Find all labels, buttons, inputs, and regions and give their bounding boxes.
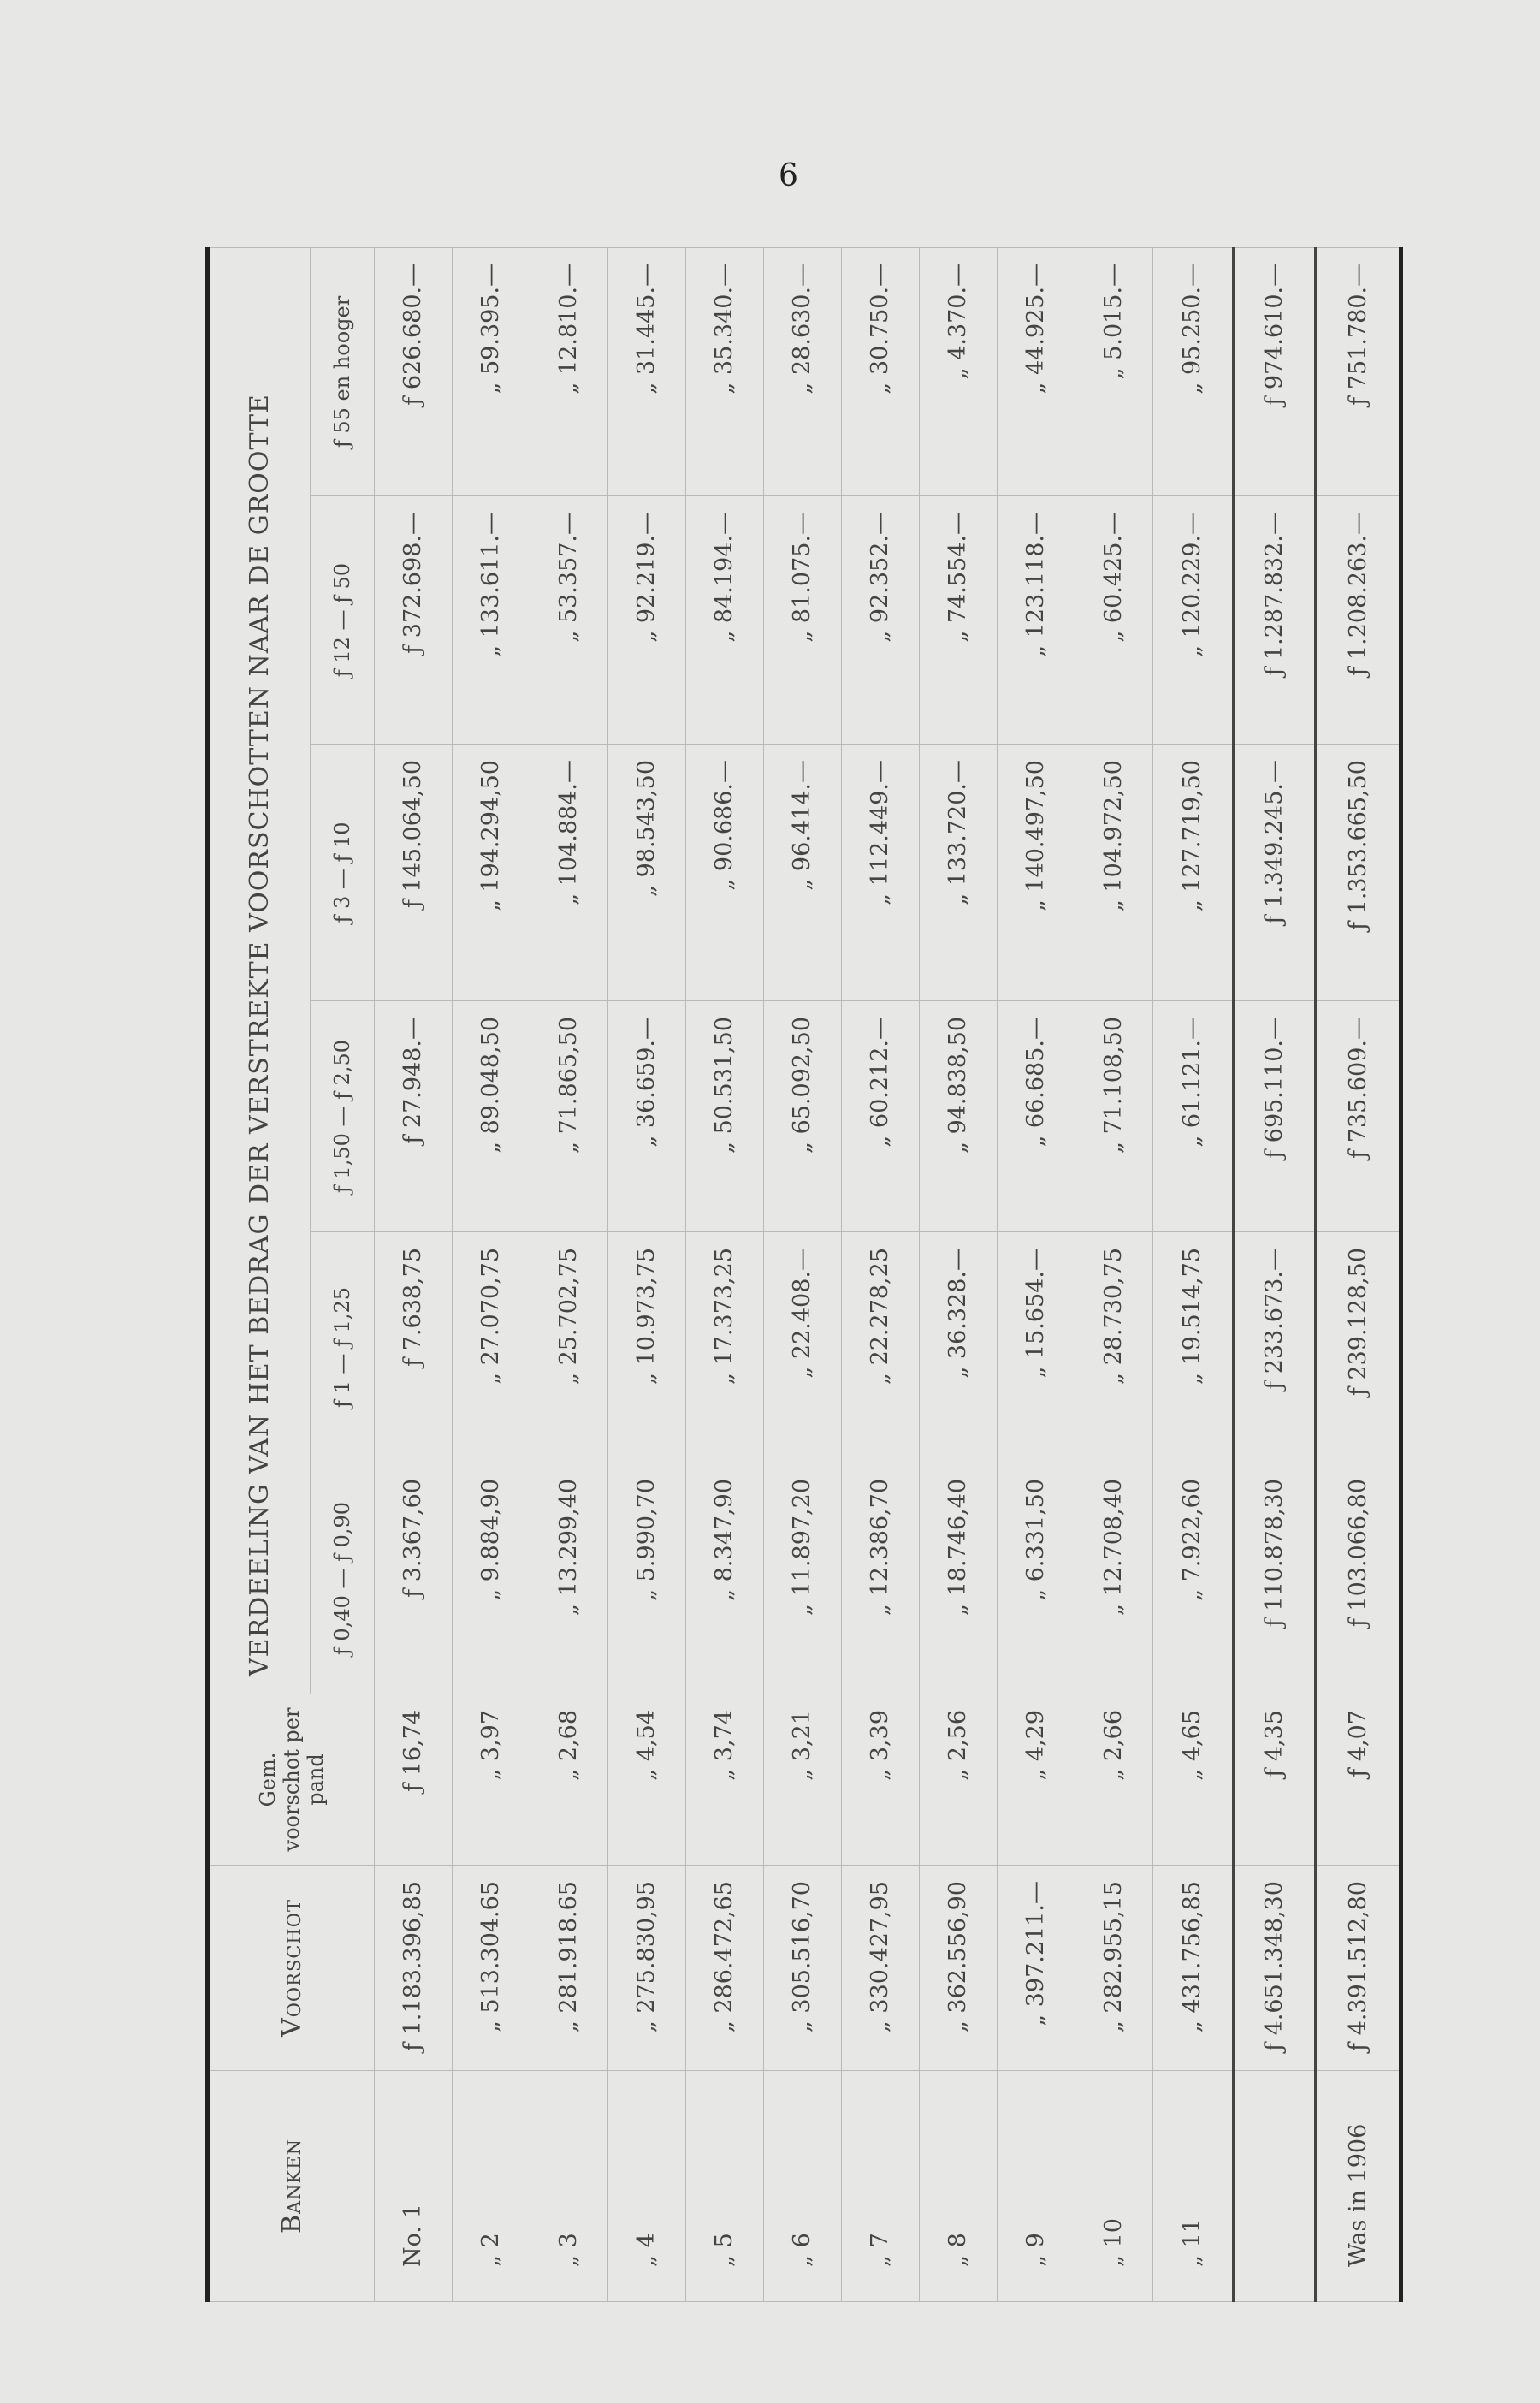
table-row xyxy=(375,247,453,2301)
voorschot-cell: ƒ 4.651.348,30 xyxy=(1233,1866,1316,2071)
range-4-cell: ƒ 145.064,50 xyxy=(375,745,453,1001)
page-number: 6 xyxy=(779,158,798,193)
range-4-cell: „ 104.972,50 xyxy=(1075,745,1152,1001)
range-6-cell: „ 4.370.— xyxy=(919,247,997,495)
range-1-cell: ƒ 110.878,30 xyxy=(1233,1463,1316,1694)
range-6-cell: „ 28.630.— xyxy=(763,247,841,495)
bank-cell: „ 2 xyxy=(452,2071,530,2302)
range-5-cell: ƒ 372.698.— xyxy=(375,496,453,745)
gem-cell: ƒ 4,07 xyxy=(1316,1694,1401,1866)
range-1-cell: „ 7.922,60 xyxy=(1152,1463,1233,1694)
header-range-2: ƒ 1 — ƒ 1,25 xyxy=(311,1232,375,1463)
bank-cell: „ 7 xyxy=(841,2071,919,2302)
header-range-1: ƒ 0,40 — ƒ 0,90 xyxy=(311,1463,375,1694)
range-2-cell: „ 15.654.— xyxy=(997,1232,1075,1463)
range-4-cell: „ 98.543,50 xyxy=(607,745,685,1001)
range-1-cell: „ 18.746,40 xyxy=(919,1463,997,1694)
voorschot-cell: „ 275.830,95 xyxy=(607,1866,685,2071)
table-row xyxy=(452,247,530,2301)
gem-cell: „ 4,65 xyxy=(1152,1694,1233,1866)
range-6-cell: „ 95.250.— xyxy=(1152,247,1233,495)
range-5-cell: „ 81.075.— xyxy=(763,496,841,745)
header-range-3: ƒ 1,50 — ƒ 2,50 xyxy=(311,1001,375,1232)
range-4-cell: ƒ 1.353.665,50 xyxy=(1316,745,1401,1001)
gem-cell: ƒ 16,74 xyxy=(375,1694,453,1866)
range-2-cell: „ 22.278,25 xyxy=(841,1232,919,1463)
range-5-cell: „ 92.219.— xyxy=(607,496,685,745)
range-4-cell: „ 140.497,50 xyxy=(997,745,1075,1001)
range-2-cell: „ 28.730,75 xyxy=(1075,1232,1152,1463)
gem-cell: „ 2,66 xyxy=(1075,1694,1152,1866)
bank-cell: „ 9 xyxy=(997,2071,1075,2302)
range-1-cell: „ 8.347,90 xyxy=(685,1463,763,1694)
range-2-cell: „ 27.070,75 xyxy=(452,1232,530,1463)
voorschot-cell: „ 513.304.65 xyxy=(452,1866,530,2071)
range-6-cell: ƒ 974.610.— xyxy=(1233,247,1316,495)
range-4-cell: „ 133.720.— xyxy=(919,745,997,1001)
range-3-cell: „ 65.092,50 xyxy=(763,1001,841,1232)
range-4-cell: ƒ 1.349.245.— xyxy=(1233,745,1316,1001)
range-5-cell: „ 84.194.— xyxy=(685,496,763,745)
range-1-cell: ƒ 103.066,80 xyxy=(1316,1463,1401,1694)
range-2-cell: ƒ 7.638,75 xyxy=(375,1232,453,1463)
voorschot-cell: „ 362.556,90 xyxy=(919,1866,997,2071)
bank-cell: Was in 1906 xyxy=(1316,2071,1401,2302)
range-4-cell: „ 112.449.— xyxy=(841,745,919,1001)
range-3-cell: „ 71.108,50 xyxy=(1075,1001,1152,1232)
bank-cell xyxy=(1233,2071,1316,2302)
range-1-cell: „ 11.897,20 xyxy=(763,1463,841,1694)
gem-cell: „ 3,97 xyxy=(452,1694,530,1866)
table-row xyxy=(1075,247,1152,2301)
table-row xyxy=(919,247,997,2301)
range-5-cell: ƒ 1.287.832.— xyxy=(1233,496,1316,745)
range-6-cell: ƒ 626.680.— xyxy=(375,247,453,495)
range-1-cell: „ 5.990,70 xyxy=(607,1463,685,1694)
range-1-cell: „ 12.386,70 xyxy=(841,1463,919,1694)
header-verdeeling: VERDEELING VAN HET BEDRAG DER VERSTREKTE VOORSCHOTTEN NAAR DE GROOTTE xyxy=(208,247,311,1694)
range-2-cell: „ 17.373,25 xyxy=(685,1232,763,1463)
range-1-cell: „ 6.331,50 xyxy=(997,1463,1075,1694)
range-6-cell: „ 44.925.— xyxy=(997,247,1075,495)
bank-cell: „ 3 xyxy=(530,2071,607,2302)
table-row xyxy=(607,247,685,2301)
range-2-cell: „ 22.408.— xyxy=(763,1232,841,1463)
table-row xyxy=(530,247,607,2301)
range-6-cell: „ 31.445.— xyxy=(607,247,685,495)
range-6-cell: „ 35.340.— xyxy=(685,247,763,495)
range-5-cell: ƒ 1.208.263.— xyxy=(1316,496,1401,745)
range-3-cell: „ 36.659.— xyxy=(607,1001,685,1232)
header-banken: Banken xyxy=(208,2071,375,2302)
range-1-cell: „ 13.299,40 xyxy=(530,1463,607,1694)
bank-cell: „ 4 xyxy=(607,2071,685,2302)
voorschot-cell: „ 281.918.65 xyxy=(530,1866,607,2071)
range-1-cell: „ 9.884,90 xyxy=(452,1463,530,1694)
range-2-cell: „ 19.514,75 xyxy=(1152,1232,1233,1463)
voorschot-cell: „ 282.955,15 xyxy=(1075,1866,1152,2071)
range-6-cell: „ 5.015.— xyxy=(1075,247,1152,495)
was-1906-row xyxy=(1316,247,1401,2301)
table-row xyxy=(841,247,919,2301)
range-2-cell: ƒ 233.673.— xyxy=(1233,1232,1316,1463)
bank-cell: „ 8 xyxy=(919,2071,997,2302)
gem-cell: „ 3,74 xyxy=(685,1694,763,1866)
range-5-cell: „ 92.352.— xyxy=(841,496,919,745)
range-1-cell: „ 12.708,40 xyxy=(1075,1463,1152,1694)
header-range-6: ƒ 55 en hooger xyxy=(311,247,375,495)
voorschot-cell: „ 305.516,70 xyxy=(763,1866,841,2071)
range-2-cell: „ 36.328.— xyxy=(919,1232,997,1463)
gem-cell: „ 2,68 xyxy=(530,1694,607,1866)
range-3-cell: „ 66.685.— xyxy=(997,1001,1075,1232)
bank-cell: No. 1 xyxy=(375,2071,453,2302)
voorschot-cell: „ 286.472,65 xyxy=(685,1866,763,2071)
range-4-cell: „ 194.294,50 xyxy=(452,745,530,1001)
gem-cell: ƒ 4,35 xyxy=(1233,1694,1316,1866)
range-3-cell: ƒ 27.948.— xyxy=(375,1001,453,1232)
range-2-cell: ƒ 239.128,50 xyxy=(1316,1232,1401,1463)
range-5-cell: „ 60.425.— xyxy=(1075,496,1152,745)
range-6-cell: „ 30.750.— xyxy=(841,247,919,495)
range-4-cell: „ 96.414.— xyxy=(763,745,841,1001)
gem-cell: „ 3,39 xyxy=(841,1694,919,1866)
gem-cell: „ 4,29 xyxy=(997,1694,1075,1866)
voorschot-cell: ƒ 4.391.512,80 xyxy=(1316,1866,1401,2071)
rotated-table-wrapper xyxy=(205,248,1403,2302)
header-range-5: ƒ 12 — ƒ 50 xyxy=(311,496,375,745)
gem-cell: „ 4,54 xyxy=(607,1694,685,1866)
bank-cell: „ 6 xyxy=(763,2071,841,2302)
gem-cell: „ 2,56 xyxy=(919,1694,997,1866)
voorschot-cell: „ 431.756,85 xyxy=(1152,1866,1233,2071)
voorschot-cell: ƒ 1.183.396,85 xyxy=(375,1866,453,2071)
header-range-4: ƒ 3 — ƒ 10 xyxy=(311,745,375,1001)
range-5-cell: „ 123.118.— xyxy=(997,496,1075,745)
range-3-cell: „ 61.121.— xyxy=(1152,1001,1233,1232)
range-3-cell: „ 89.048,50 xyxy=(452,1001,530,1232)
range-3-cell: „ 71.865,50 xyxy=(530,1001,607,1232)
range-6-cell: „ 12.810.— xyxy=(530,247,607,495)
range-1-cell: ƒ 3.367,60 xyxy=(375,1463,453,1694)
header-gem-voorschot: Gem. voorschot per pand xyxy=(208,1694,375,1866)
range-3-cell: ƒ 695.110.— xyxy=(1233,1001,1316,1232)
range-5-cell: „ 120.229.— xyxy=(1152,496,1233,745)
table-row xyxy=(997,247,1075,2301)
range-4-cell: „ 104.884.— xyxy=(530,745,607,1001)
range-3-cell: „ 50.531,50 xyxy=(685,1001,763,1232)
range-3-cell: „ 60.212.— xyxy=(841,1001,919,1232)
range-3-cell: ƒ 735.609.— xyxy=(1316,1001,1401,1232)
range-5-cell: „ 133.611.— xyxy=(452,496,530,745)
table-row xyxy=(763,247,841,2301)
voorschot-cell: „ 397.211.— xyxy=(997,1866,1075,2071)
table-row xyxy=(1152,247,1233,2301)
range-2-cell: „ 10.973,75 xyxy=(607,1232,685,1463)
table-row xyxy=(685,247,763,2301)
range-6-cell: „ 59.395.— xyxy=(452,247,530,495)
range-5-cell: „ 53.357.— xyxy=(530,496,607,745)
range-6-cell: ƒ 751.780.— xyxy=(1316,247,1401,495)
bank-cell: „ 10 xyxy=(1075,2071,1152,2302)
bank-cell: „ 5 xyxy=(685,2071,763,2302)
total-row xyxy=(1233,247,1316,2301)
table-body xyxy=(375,247,1401,2301)
range-4-cell: „ 127.719,50 xyxy=(1152,745,1233,1001)
loan-distribution-table xyxy=(205,247,1403,2302)
range-3-cell: „ 94.838,50 xyxy=(919,1001,997,1232)
bank-cell: „ 11 xyxy=(1152,2071,1233,2302)
header-voorschot: Voorschot xyxy=(208,1866,375,2071)
gem-cell: „ 3,21 xyxy=(763,1694,841,1866)
range-2-cell: „ 25.702,75 xyxy=(530,1232,607,1463)
voorschot-cell: „ 330.427,95 xyxy=(841,1866,919,2071)
range-5-cell: „ 74.554.— xyxy=(919,496,997,745)
range-4-cell: „ 90.686.— xyxy=(685,745,763,1001)
